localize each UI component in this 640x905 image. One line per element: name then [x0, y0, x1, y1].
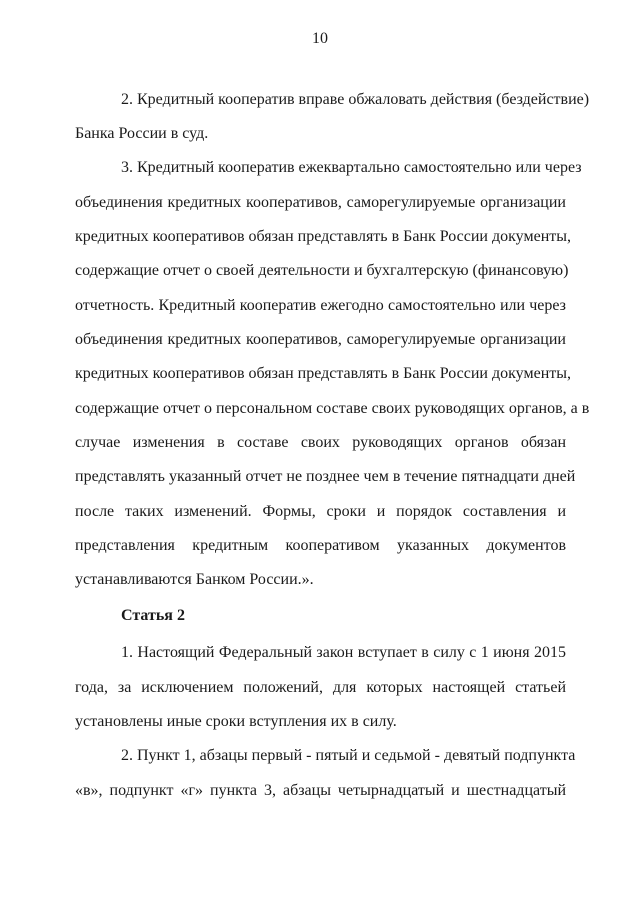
text-line: кредитных кооперативов обязан представлять в Банк России документы,	[75, 228, 571, 245]
text-line: содержащие отчет о персональном составе своих руководящих органов, а в	[75, 400, 590, 417]
text-line: после таких изменений. Формы, сроки и порядок составления и	[75, 503, 566, 520]
page-number: 10	[312, 30, 328, 47]
text-line: 3. Кредитный кооператив ежеквартально самостоятельно или через	[121, 159, 582, 176]
text-line: объединения кредитных кооперативов, саморегулируемые организации	[75, 331, 566, 348]
text-line: представлять указанный отчет не позднее чем в течение пятнадцати дней	[75, 468, 576, 485]
text-line: Банка России в суд.	[75, 125, 209, 142]
text-line: объединения кредитных кооперативов, саморегулируемые организации	[75, 194, 566, 211]
text-line: установлены иные сроки вступления их в силу.	[75, 713, 397, 730]
article-heading: Статья 2	[121, 607, 185, 624]
text-line: 2. Пункт 1, абзацы первый - пятый и седьмой - девятый подпункта	[121, 747, 576, 764]
text-line: содержащие отчет о своей деятельности и бухгалтерскую (финансовую)	[75, 262, 569, 279]
text-line: отчетность. Кредитный кооператив ежегодно самостоятельно или через	[75, 297, 566, 314]
text-line: кредитных кооперативов обязан представлять в Банк России документы,	[75, 365, 571, 382]
text-line: устанавливаются Банком России.».	[75, 571, 314, 588]
text-line: 2. Кредитный кооператив вправе обжаловать действия (бездействие)	[121, 91, 590, 108]
text-line: представления кредитным кооперативом указанных документов	[75, 537, 566, 554]
text-line: «в», подпункт «г» пункта 3, абзацы четырнадцатый и шестнадцатый	[75, 782, 566, 799]
text-line: года, за исключением положений, для которых настоящей статьей	[75, 679, 566, 696]
text-line: случае изменения в составе своих руководящих органов обязан	[75, 434, 566, 451]
text-line: 1. Настоящий Федеральный закон вступает в силу с 1 июня 2015	[121, 644, 566, 661]
